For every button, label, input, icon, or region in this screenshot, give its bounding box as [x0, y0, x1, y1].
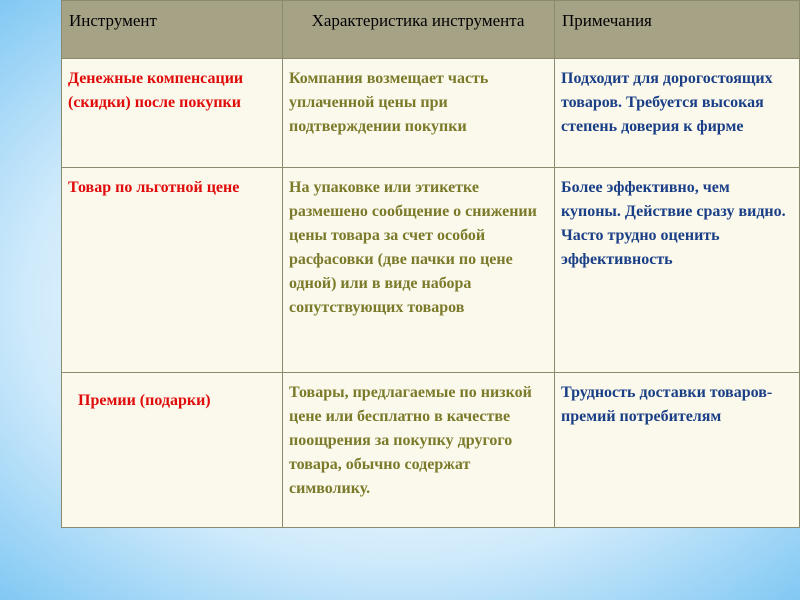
note-cell: Подходит для дорогостоящих товаров. Требуется высокая степень доверия к фирме — [555, 59, 800, 168]
tool-cell: Товар по льготной цене — [62, 168, 283, 373]
table-row — [62, 373, 800, 528]
marketing-tools-table — [61, 0, 800, 528]
tool-cell — [62, 373, 283, 528]
tool-cell-text: Премии (подарки) — [78, 392, 211, 409]
table-row — [62, 168, 800, 373]
header-notes: Примечания — [555, 1, 800, 59]
note-cell: Трудность доставки товаров-премий потребителям — [555, 373, 800, 528]
tool-cell: Денежные компенсации (скидки) после покупки — [62, 59, 283, 168]
description-cell: Компания возмещает часть уплаченной цены при подтверждении покупки — [283, 59, 555, 168]
header-tool: Инструмент — [62, 1, 283, 59]
table-row — [62, 59, 800, 168]
header-description: Характеристика инструмента — [283, 1, 555, 59]
description-cell: Товары, предлагаемые по низкой цене или бесплатно в качестве поощрения за покупку другого товара, обычно содержат символику. — [283, 373, 555, 528]
note-cell: Более эффективно, чем купоны. Действие сразу видно. Часто трудно оценить эффективность — [555, 168, 800, 373]
table-header-row — [62, 1, 800, 59]
description-cell: На упаковке или этикетке размешено сообщение о снижении цены товара за счет особой расфасовки (две пачки по цене одной) или в виде набора сопутствующих товаров — [283, 168, 555, 373]
